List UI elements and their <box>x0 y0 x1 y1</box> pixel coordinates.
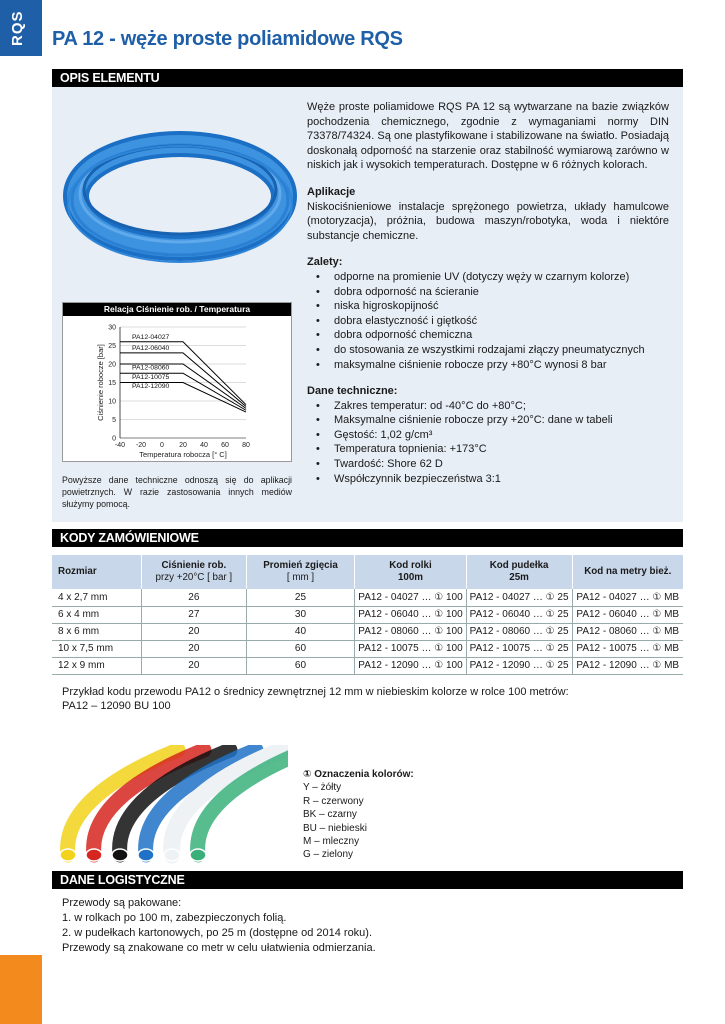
legend-item: BK – czarny <box>303 809 357 821</box>
series-label: PA12-12090 <box>132 382 170 390</box>
cell-meter-code: PA12 - 12090 … ① MB <box>572 657 683 674</box>
list-item: • Gęstość: 1,02 g/cm³ <box>316 428 669 443</box>
cell-radius: 30 <box>246 606 355 623</box>
cell-size: 12 x 9 mm <box>52 657 141 674</box>
cell-meter-code: PA12 - 10075 … ① MB <box>572 640 683 657</box>
cell-size: 6 x 4 mm <box>52 606 141 623</box>
technical-list <box>316 399 669 487</box>
order-codes-table <box>52 555 683 675</box>
cell-size: 10 x 7,5 mm <box>52 640 141 657</box>
series-label: PA12-10075 <box>132 374 170 382</box>
cell-pressure: 27 <box>141 606 246 623</box>
cell-meter-code: PA12 - 06040 … ① MB <box>572 606 683 623</box>
sidebar-brand-block <box>0 0 42 56</box>
pressure-temperature-chart <box>62 302 292 462</box>
table-row <box>52 623 683 640</box>
list-item: • dobra odporność chemiczna <box>316 328 669 343</box>
logistics-line: 1. w rolkach po 100 m, zabezpieczonych folią. <box>62 912 287 924</box>
series-label: PA12-04027 <box>132 333 170 341</box>
list-item: • maksymalne ciśnienie robocze przy +80°C wynosi 8 bar <box>316 358 669 373</box>
hose-end <box>112 849 128 861</box>
cell-pressure: 20 <box>141 623 246 640</box>
list-item: • dobra elastyczność i giętkość <box>316 314 669 329</box>
list-item: • Zakres temperatur: od -40°C do +80°C; <box>316 399 669 414</box>
cell-radius: 60 <box>246 640 355 657</box>
cell-pressure: 20 <box>141 640 246 657</box>
x-tick-label: 0 <box>160 442 164 449</box>
chart-note: Powyższe dane techniczne odnoszą się do aplikacji powietrznych. W razie zastosowania innych mediów służymy pomocą. <box>62 475 292 509</box>
cell-meter-code: PA12 - 04027 … ① MB <box>572 589 683 606</box>
x-tick-label: 80 <box>242 442 250 449</box>
header-bend-radius: Promień zgięcia [ mm ] <box>246 555 355 589</box>
series-label: PA12-08060 <box>132 364 170 372</box>
list-item: • niska higroskopijność <box>316 299 669 314</box>
cell-pressure: 20 <box>141 657 246 674</box>
code-example <box>62 685 569 713</box>
technical-title: Dane techniczne: <box>307 385 398 398</box>
chart-title: Relacja Ciśnienie rob. / Temperatura <box>63 303 291 316</box>
hose-end <box>86 849 102 861</box>
cell-box-code: PA12 - 10075 … ① 25 <box>466 640 572 657</box>
legend-item: G – zielony <box>303 849 354 861</box>
description-text <box>307 100 669 486</box>
cell-radius: 25 <box>246 589 355 606</box>
list-item: • Twardość: Shore 62 D <box>316 457 669 472</box>
table-row <box>52 640 683 657</box>
x-axis-label: Temperatura robocza [° C] <box>139 450 227 459</box>
cell-size: 4 x 2,7 mm <box>52 589 141 606</box>
applications-text: Niskociśnieniowe instalacje sprężonego powietrza, układy hamulcowe (motoryzacja), próżnia, budowa maszyn/robotyka, woda i niektóre substancje chemiczne. <box>307 200 669 242</box>
y-tick-label: 5 <box>112 417 116 424</box>
x-tick-label: -40 <box>114 442 126 449</box>
cell-pressure: 26 <box>141 589 246 606</box>
page-title: PA 12 - węże proste poliamidowe RQS <box>52 28 403 50</box>
y-axis-label: Ciśnienie robocze [bar] <box>96 344 105 421</box>
header-roll-code: Kod rolki 100m <box>355 555 466 589</box>
cell-radius: 40 <box>246 623 355 640</box>
legend-item: Y – żółty <box>303 782 342 794</box>
header-size: Rozmiar <box>52 555 141 589</box>
brand-logo: RQS <box>9 10 26 46</box>
cell-radius: 60 <box>246 657 355 674</box>
list-item: • odporne na promienie UV (dotyczy węży w czarnym kolorze) <box>316 270 669 285</box>
hose-end <box>164 849 180 861</box>
legend-title: ① Oznaczenia kolorów: <box>303 769 414 780</box>
sidebar-accent-block <box>0 955 42 1024</box>
applications-title: Aplikacje <box>307 185 356 198</box>
color-legend <box>303 768 414 862</box>
advantages-list <box>316 270 669 372</box>
y-tick-label: 20 <box>108 361 116 369</box>
logistics-line: 2. w pudełkach kartonowych, po 25 m (dostępne od 2014 roku). <box>62 927 373 939</box>
cell-roll-code: PA12 - 12090 … ① 100 <box>355 657 466 674</box>
list-item: • Współczynnik bezpieczeństwa 3:1 <box>316 472 669 487</box>
cell-meter-code: PA12 - 08060 … ① MB <box>572 623 683 640</box>
header-box-code: Kod pudełka 25m <box>466 555 572 589</box>
section-header-description: OPIS ELEMENTU <box>52 69 683 87</box>
y-tick-label: 0 <box>112 435 116 443</box>
colored-hoses-image <box>58 745 288 865</box>
cell-roll-code: PA12 - 08060 … ① 100 <box>355 623 466 640</box>
table-row <box>52 657 683 674</box>
cell-roll-code: PA12 - 06040 … ① 100 <box>355 606 466 623</box>
y-tick-label: 25 <box>108 343 116 350</box>
cell-roll-code: PA12 - 04027 … ① 100 <box>355 589 466 606</box>
legend-item: BU – niebieski <box>303 822 367 834</box>
cell-box-code: PA12 - 06040 … ① 25 <box>466 606 572 623</box>
hose-end <box>60 849 76 861</box>
x-tick-label: -20 <box>135 442 147 449</box>
sidebar <box>0 0 42 1024</box>
legend-item: M – mleczny <box>303 836 360 848</box>
chart-plot <box>63 317 291 461</box>
example-code: PA12 – 12090 BU 100 <box>62 700 171 712</box>
logistics-line: Przewody są znakowane co metr w celu ułatwienia odmierzania. <box>62 942 376 954</box>
x-tick-label: 60 <box>221 442 229 449</box>
header-pressure: Ciśnienie rob. przy +20°C [ bar ] <box>141 555 246 589</box>
hose-end <box>190 849 206 861</box>
cell-box-code: PA12 - 04027 … ① 25 <box>466 589 572 606</box>
logistics-line: Przewody są pakowane: <box>62 897 182 909</box>
advantages-title: Zalety: <box>307 256 343 269</box>
series-label: PA12-06040 <box>132 344 170 352</box>
table-row <box>52 589 683 606</box>
y-tick-label: 10 <box>108 398 116 406</box>
intro-paragraph: Węże proste poliamidowe RQS PA 12 są wytwarzane na bazie związków pochodzenia chemicznego, zgodnie z wymaganiami normy DIN 73378/74324. Są one plastyfikowane i stabilizowane na światło. Posiadają doskonałą odporność na starzenie oraz stabilność wymiarową zarówno w niskich jak i wysokich temperaturach. Dostępne w 6 różnych kolorach. <box>307 101 669 172</box>
header-meter-code: Kod na metry bież. <box>572 555 683 589</box>
legend-item: R – czerwony <box>303 795 364 807</box>
example-text: Przykład kodu przewodu PA12 o średnicy zewnętrznej 12 mm w niebieskim kolorze w rolce 100 metrów: <box>62 686 569 698</box>
section-header-logistics: DANE LOGISTYCZNE <box>52 871 683 889</box>
table-header-row <box>52 555 683 589</box>
y-tick-label: 30 <box>108 324 116 332</box>
cell-roll-code: PA12 - 10075 … ① 100 <box>355 640 466 657</box>
logistics-text <box>62 896 376 956</box>
list-item: • Temperatura topnienia: +173°C <box>316 442 669 457</box>
cell-box-code: PA12 - 08060 … ① 25 <box>466 623 572 640</box>
y-tick-label: 15 <box>108 380 116 387</box>
hose-coil-image <box>58 118 298 278</box>
x-tick-label: 20 <box>179 442 187 449</box>
list-item: • dobra odporność na ścieranie <box>316 285 669 300</box>
cell-box-code: PA12 - 12090 … ① 25 <box>466 657 572 674</box>
hose-end <box>138 849 154 861</box>
list-item: • do stosowania ze wszystkimi rodzajami złączy pneumatycznych <box>316 343 669 358</box>
table-row <box>52 606 683 623</box>
x-tick-label: 40 <box>200 442 208 449</box>
list-item: • Maksymalne ciśnienie robocze przy +20°C: dane w tabeli <box>316 413 669 428</box>
cell-size: 8 x 6 mm <box>52 623 141 640</box>
section-header-codes: KODY ZAMÓWIENIOWE <box>52 529 683 547</box>
